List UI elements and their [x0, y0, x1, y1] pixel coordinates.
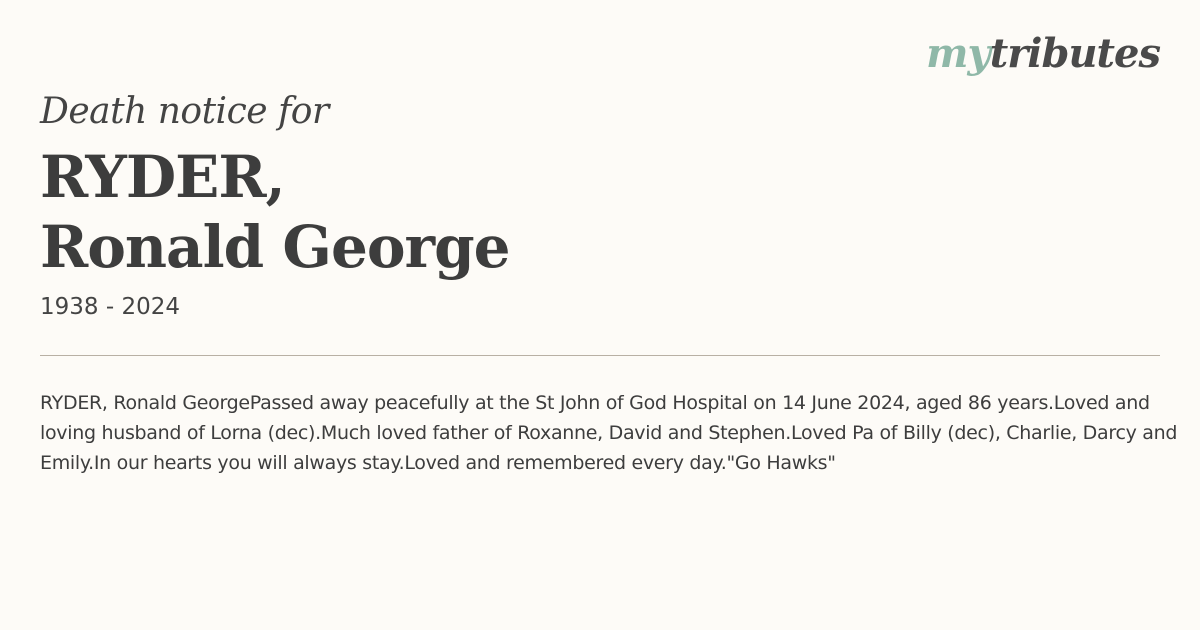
logo-tributes: tributes [989, 30, 1160, 77]
deceased-name [40, 142, 510, 282]
deceased-surname: RYDER, [40, 143, 285, 211]
divider [40, 355, 1160, 356]
life-years: 1938 - 2024 [40, 294, 180, 320]
notice-text: RYDER, Ronald GeorgePassed away peacefully at the St John of God Hospital on 14 June 2024, aged 86 years.Loved and loving husband of Lorna (dec).Much loved father of Roxanne, David and Stephen.Loved Pa of Billy (dec), Charlie, Darcy and Emily.In our hearts you will always stay.Loved and remembered every day."Go Hawks" [40, 392, 1178, 474]
notice-kicker: Death notice for [40, 91, 329, 132]
mytributes-logo[interactable] [926, 30, 1160, 77]
logo-my: my [926, 30, 990, 77]
deceased-given-names: Ronald George [40, 213, 510, 281]
